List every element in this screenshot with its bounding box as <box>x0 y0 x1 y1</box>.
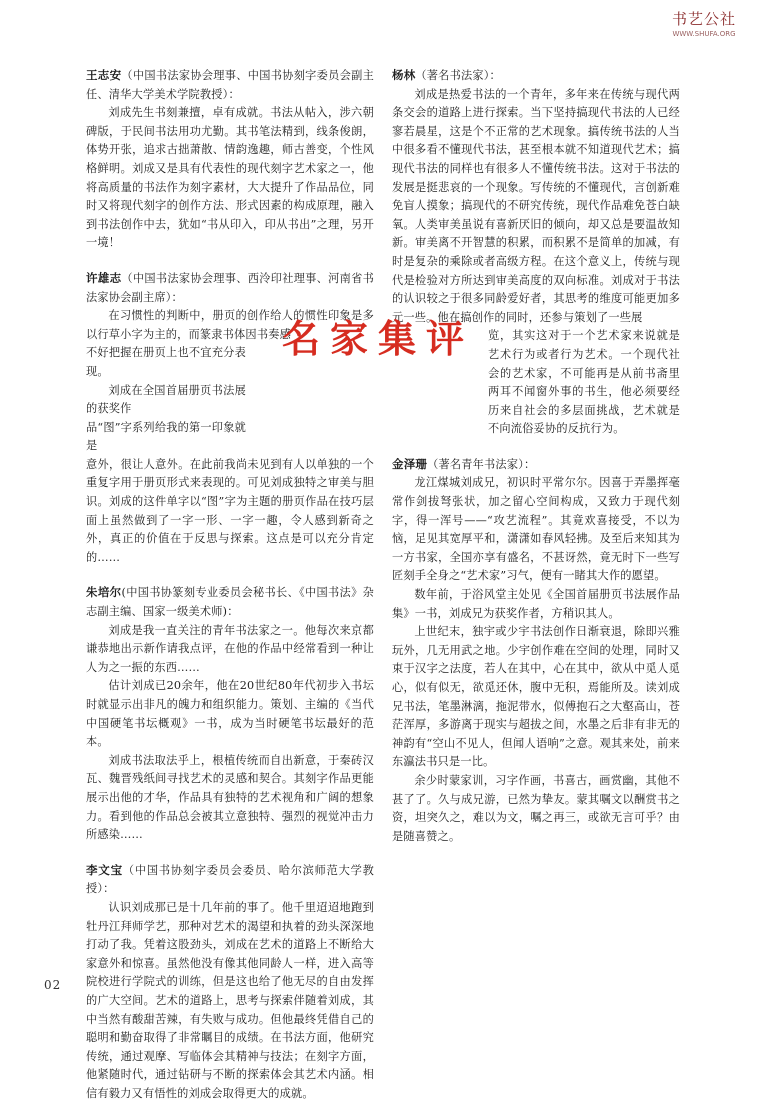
critique-heading-jin <box>392 455 680 475</box>
page-title: 名家集评 <box>282 317 475 361</box>
critique-text: 刘成在全国首届册页书法展的获奖作 <box>86 383 246 416</box>
critique-heading-wang <box>86 66 374 104</box>
critic-title: （中国书法家协会理事、西泠印社理事、河南省书法家协会副主席）： <box>86 271 374 304</box>
critique-text: 余少时蒙家训，习字作画，书喜古，画赏幽，其他不甚了了。久与成兄游，已然为挚友。蒙其嘱文以酬赏书之资，坦突久之，难以为文，嘱之再三，或欲无言可乎？由是随喜赞之。 <box>392 773 680 843</box>
critic-title: （著名青年书法家）： <box>427 457 536 471</box>
critic-title: （著名书法家）： <box>415 69 501 82</box>
critique-heading-yang <box>392 66 680 86</box>
critic-title: (中国书协篆刻专业委员会秘书长、《中国书法》杂志副主编、国家一级美术师)： <box>86 586 374 619</box>
critique-heading-xu <box>86 269 374 307</box>
critique-text: 数年前，于浴风堂主处见《全国首届册页书法展作品集》一书，刘成兄为获奖作者，方稍识其人。 <box>392 588 680 620</box>
left-column <box>86 66 374 1103</box>
critique-text: 估计刘成已20余年，他在20世纪80年代初步入书坛时就显示出非凡的魄力和组织能力。策划、主编的《当代中国硬笔书坛概观》一书，成为当时硬笔书坛最好的范本。 <box>86 679 374 749</box>
critic-title: （中国书法家协会理事、中国书协刻字委员会副主任、清华大学美术学院教授）： <box>86 69 374 101</box>
critique-text: 刘成书法取法乎上，根植传统而自出新意，于秦砖汉瓦、魏晋残纸间寻找艺术的灵感和契合。其刻字作品更能展示出他的才华，作品具有独特的艺术视角和广阔的想象力。看到他的作品总会被其立意独特、强烈的视觉冲击力所感染…… <box>86 753 374 842</box>
publisher-logo <box>658 8 750 44</box>
critique-text: 不好把握在册页上也不宜充分表现。 <box>86 346 246 378</box>
critic-name: 金泽珊 <box>392 456 428 471</box>
critic-name: 王志安 <box>86 68 122 82</box>
critic-name: 杨林 <box>392 68 416 82</box>
critic-name: 许雄志 <box>86 270 122 285</box>
critique-text: 龙江煤城刘成兄，初识时平常尔尔。因喜于弄墨挥毫常作剑拔弩张状，加之留心空间构成，又致力于现代刻字，得一浑号——“攻艺流程”。其竟欢喜接受，不以为恼，足见其宽厚平和，潇潇如春风轻拂。及至后来知其为一方书家，全国亦享有盛名，不甚讶然，竟无时下一些写匠刻手全身之“艺术家”习气，便有一睹其大作的愿望。 <box>392 476 680 583</box>
critique-text: 上世纪末，独宇或少宇书法创作日渐衰退，除即兴雅玩外，几无用武之地。少宇创作难在空间的处理，同时又束于汉字之法度，若人在其中，心在其中，欲从中觅人觅心，似有似无，欲觅还休，腹中无积，焉能所及。读刘成兄书法，笔墨淋漓，拖泥带水，似傅抱石之大壑高山，苍茫浑厚，多游离于现实与超拔之间，水墨之后非有非无的神韵有“空山不见人，但闻人语响”之意。观其来处，前来东瀛法书只是一比。 <box>392 625 680 769</box>
critique-text: 意外，很让人意外。在此前我尚未见到有人以单独的一个重复字用于册页形式来表现的。可见刘成独特之审美与胆识。刘成的这件单字以“图”字为主题的册页作品在技巧层面上虽然做到了一字一形、一字一趣，令人感到新奇之外，真正的价值在于反思与探索。这点是可以充分肯定的…… <box>86 457 374 564</box>
critique-text: 在习惯性的判断中，册页的创作给人的惯性印象是多以行草小字为主的，而篆隶书体因书奏感 <box>86 309 374 341</box>
critique-heading-zhu <box>86 583 374 621</box>
critic-title: （中国书协刻字委员会委员、哈尔滨师范大学教授）： <box>86 863 375 896</box>
critique-text: 认识刘成那已是十几年前的事了。他千里迢迢地跑到牡丹江拜师学艺，那种对艺术的渴望和执着的劲头深深地打动了我。凭着这股劲头，刘成在艺术的道路上不断给大家意外和惊喜。虽然他没有像其他同龄人一样，进入高等院校进行学院式的训练，但是这也给了他无尽的自由发挥的广大空间。艺术的道路上，思考与探索伴随着刘成，其中当然有酸甜苦辣，有失败与成功。但他最终凭借自己的聪明和勤奋取得了非常瞩目的成绩。在书法方面，他研究传统，通过观摩、写临体会其精神与技法；在刻字方面，他紧随时代，通过钻研与不断的探索体会其艺术内涵。相信有毅力又有悟性的刘成会取得更大的成就。 <box>86 900 374 1100</box>
right-column <box>392 66 680 846</box>
critic-name: 朱培尔 <box>86 585 122 600</box>
critique-text: 品“图”字系列给我的第一印象就是 <box>86 420 246 453</box>
critique-heading-li <box>86 861 374 899</box>
logo-url: WWW.SHUFA.ORG <box>672 30 736 38</box>
critique-text: 览，其实这对于一个艺术家来说就是艺术行为或者行为艺术。一个现代社会的艺术家，不可能再是从前书斋里两耳不闻窗外事的书生，他必须要经历来自社会的多层面挑战，艺术就是不向流俗妥协的反抗行为。 <box>488 329 680 436</box>
critic-name: 李文宝 <box>86 862 123 877</box>
page-number: 02 <box>44 978 62 992</box>
critique-text: 刘成是热爱书法的一个青年，多年来在传统与现代两条交会的道路上进行探索。当下坚持搞现代书法的人已经寥若晨星，这是个不正常的艺术现象。搞传统书法的人当中很多看不懂现代书法，甚至根本就不知道现代艺术；搞现代书法的同样也有很多人不懂传统书法。这对于书法的发展是挺悲哀的一个现象。写传统的不懂现代，言创新难免盲人摸象；搞现代的不研究传统，现代作品难免苍白缺氧。人类审美虽说有喜新厌旧的倾向，却又总是要温故知新。审美离不开智慧的积累，而积累不是简单的加减，有时是复杂的乘除或者高级方程。在这个意义上，传统与现代是检验对方所达到审美高度的双向标准。刘成对于书法的认识较之于很多同龄爱好者，其思考的维度可能更加多元一些。他在搞创作的同时，还参与策划了一些展 <box>392 87 680 324</box>
critique-text-narrow <box>86 344 246 456</box>
critique-text: 刘成先生书刻兼擅，卓有成就。书法从帖入，涉六朝碑版，于民间书法用功尤勤。其书笔法精到，线条俊朗，体势开张，追求古拙萧散、情韵逸趣，师古善变，个性风格鲜明。刘成又是具有代表性的现代刻字艺术家之一，他将高质量的书法作为刻字素材，大大提升了作品品位，同时又将现代刻字的创作方法、形式因素的构成原理，融入到书法创作中去，犹如“书从印入，印从书出”之理，另开一境！ <box>86 106 374 250</box>
logo-name: 书艺公社 <box>671 10 736 28</box>
critique-text: 刘成是我一直关注的青年书法家之一。他每次来京都谦恭地出示新作请我点评，在他的作品中经常看到一种让人为之一振的东西…… <box>86 623 374 674</box>
